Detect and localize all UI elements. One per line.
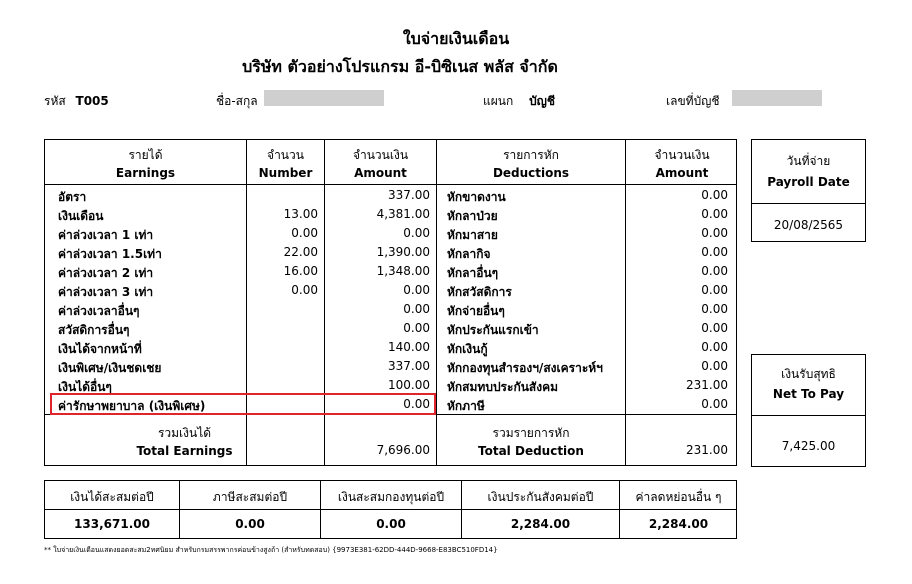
employee-id-value: T005 [75,94,109,108]
earning-label: ค่ารักษาพยาบาล (เงินพิเศษ) [58,399,206,413]
col-amount [325,146,436,182]
total-earnings-th: รวมเงินได้ [157,426,212,440]
deduction-amount: 0.00 [701,264,728,278]
earning-label: เงินได้จากหน้าที่ [58,342,142,356]
deduction-label: หักมาสาย [447,228,498,242]
employee-id [44,92,109,111]
deduction-amount: 0.00 [701,245,728,259]
deduction-label: หักสมทบประกันสังคม [447,380,559,394]
deduction-label: หักภาษี [447,399,485,413]
col-amount-en: Amount [354,166,407,180]
total-deduction-value: 231.00 [686,443,728,457]
earning-amount: 0.00 [403,302,430,316]
earning-label: อัตรา [58,190,87,204]
department [483,92,555,111]
redacted-account [732,90,822,106]
col-earnings-th: รายได้ [128,148,163,162]
table-row [45,358,736,377]
earning-label: ค่าล่วงเวลา 1 เท่า [58,228,154,242]
col-ded-amount-en: Amount [655,166,709,180]
col-number [247,146,324,182]
highlight-box [50,393,436,415]
earning-number: 22.00 [283,245,318,259]
col-earnings [45,146,246,182]
summary-value: 2,284.00 [648,517,709,531]
deduction-amount: 0.00 [701,188,728,202]
table-row [45,225,736,244]
divider [752,203,866,204]
net-pay-value: 7,425.00 [781,439,836,453]
table-row [45,320,736,339]
table-row [45,263,736,282]
col-ded-amount [626,146,738,182]
employee-id-label: รหัส [44,94,66,108]
payroll-date-value: 20/08/2565 [773,218,844,232]
col-amount-th: จำนวนเงิน [352,148,409,162]
total-earnings-label [45,424,324,460]
deduction-label: หักประกันแรกเข้า [447,323,539,337]
footnote: ** ใบจ่ายเงินเดือนแสดงยอดสะสม2ทศนิยม สำหรับกรมสรรพากรค่อนข้างสูงถ้า (สำหรับทดสอบ) {9973E381-62DD-444D-9668-E83BC510FD14} [44,546,498,554]
total-deduction-th: รวมรายการหัก [492,426,570,440]
table-row [45,339,736,358]
earning-amount: 1,348.00 [376,264,430,278]
earning-number: 0.00 [291,283,318,297]
deduction-label: หักลาอื่นๆ [447,266,499,280]
earning-amount: 0.00 [403,397,430,411]
table-row [45,301,736,320]
deduction-label: หักกองทุนสำรองฯ/สงเคราะห์ฯ [447,361,603,375]
earning-label: ค่าล่วงเวลาอื่นๆ [58,304,140,318]
earning-number: 0.00 [291,226,318,240]
col-number-en: Number [258,166,313,180]
deduction-amount: 0.00 [701,283,728,297]
deduction-amount: 0.00 [701,359,728,373]
account-label: เลขที่บัญชี [666,94,720,108]
earning-amount: 0.00 [403,226,430,240]
payroll-date-box [751,139,866,242]
summary-value: 133,671.00 [74,517,150,531]
earning-amount: 337.00 [388,359,430,373]
summary-value: 2,284.00 [510,517,571,531]
divider [45,509,737,510]
deduction-label: หักลาป่วย [447,209,498,223]
earning-amount: 337.00 [388,188,430,202]
col-ded-amount-th: จำนวนเงิน [654,148,710,162]
deduction-amount: 0.00 [701,321,728,335]
earning-label: ค่าล่วงเวลา 2 เท่า [58,266,154,280]
deduction-amount: 0.00 [701,302,728,316]
summary-header: เงินได้สะสมต่อปี [70,490,154,504]
earning-amount: 140.00 [388,340,430,354]
table-row [45,187,736,206]
earning-label: เงินเดือน [58,209,104,223]
deduction-amount: 0.00 [701,226,728,240]
table-row [45,282,736,301]
earning-label: เงินพิเศษ/เงินชดเชย [58,361,162,375]
earning-number: 13.00 [283,207,318,221]
total-deduction-label [437,424,625,460]
total-earnings-en: Total Earnings [136,444,233,458]
earnings-deductions-table [44,139,737,466]
earning-label: ค่าล่วงเวลา 3 เท่า [58,285,154,299]
divider [752,415,866,416]
summary-header: เงินประกันสังคมต่อปี [487,490,594,504]
total-earnings-value: 7,696.00 [376,443,430,457]
earning-number: 16.00 [283,264,318,278]
deduction-amount: 231.00 [686,378,728,392]
payroll-date-th: วันที่จ่าย [786,154,831,168]
earning-amount: 4,381.00 [376,207,430,221]
payroll-date-en: Payroll Date [767,175,850,189]
col-earnings-en: Earnings [115,166,176,180]
net-pay-box [751,354,866,467]
annual-summary-table [44,480,737,539]
earning-amount: 0.00 [403,283,430,297]
earning-amount: 0.00 [403,321,430,335]
department-label: แผนก [483,94,514,108]
earning-label: สวัสดิการอื่นๆ [58,323,130,337]
col-deductions [437,146,625,182]
summary-header: ภาษีสะสมต่อปี [212,490,288,504]
earning-label: ค่าล่วงเวลา 1.5เท่า [58,247,162,261]
col-number-th: จำนวน [267,148,304,162]
summary-header: เงินสะสมกองทุนต่อปี [337,490,445,504]
deduction-label: หักลากิจ [447,247,491,261]
deduction-label: หักขาดงาน [447,190,506,204]
deduction-amount: 0.00 [701,207,728,221]
summary-header: ค่าลดหย่อนอื่น ๆ [635,490,722,504]
summary-value: 0.00 [376,517,406,531]
summary-value: 0.00 [235,517,265,531]
net-pay-en: Net To Pay [772,387,845,401]
employee-name-label: ชื่อ-สกุล [216,94,258,108]
document-title: ใบจ่ายเงินเดือน [402,29,510,48]
deduction-label: หักจ่ายอื่นๆ [447,304,505,318]
table-row [45,206,736,225]
total-deduction-en: Total Deduction [478,444,584,458]
table-row [45,244,736,263]
divider [45,184,737,185]
col-deductions-en: Deductions [492,166,570,180]
company-name: บริษัท ตัวอย่างโปรแกรม อี-บิซิเนส พลัส จำกัด [242,57,558,76]
department-value: บัญชี [529,94,556,108]
deduction-label: หักสวัสดิการ [447,285,512,299]
deduction-amount: 0.00 [701,340,728,354]
deduction-amount: 0.00 [701,397,728,411]
earning-amount: 1,390.00 [376,245,430,259]
earning-amount: 100.00 [388,378,430,392]
earning-label: เงินได้อื่นๆ [58,380,112,394]
redacted-name [264,90,384,106]
deduction-label: หักเงินกู้ [447,342,488,356]
col-deductions-th: รายการหัก [503,148,559,162]
net-pay-th: เงินรับสุทธิ [781,367,836,381]
